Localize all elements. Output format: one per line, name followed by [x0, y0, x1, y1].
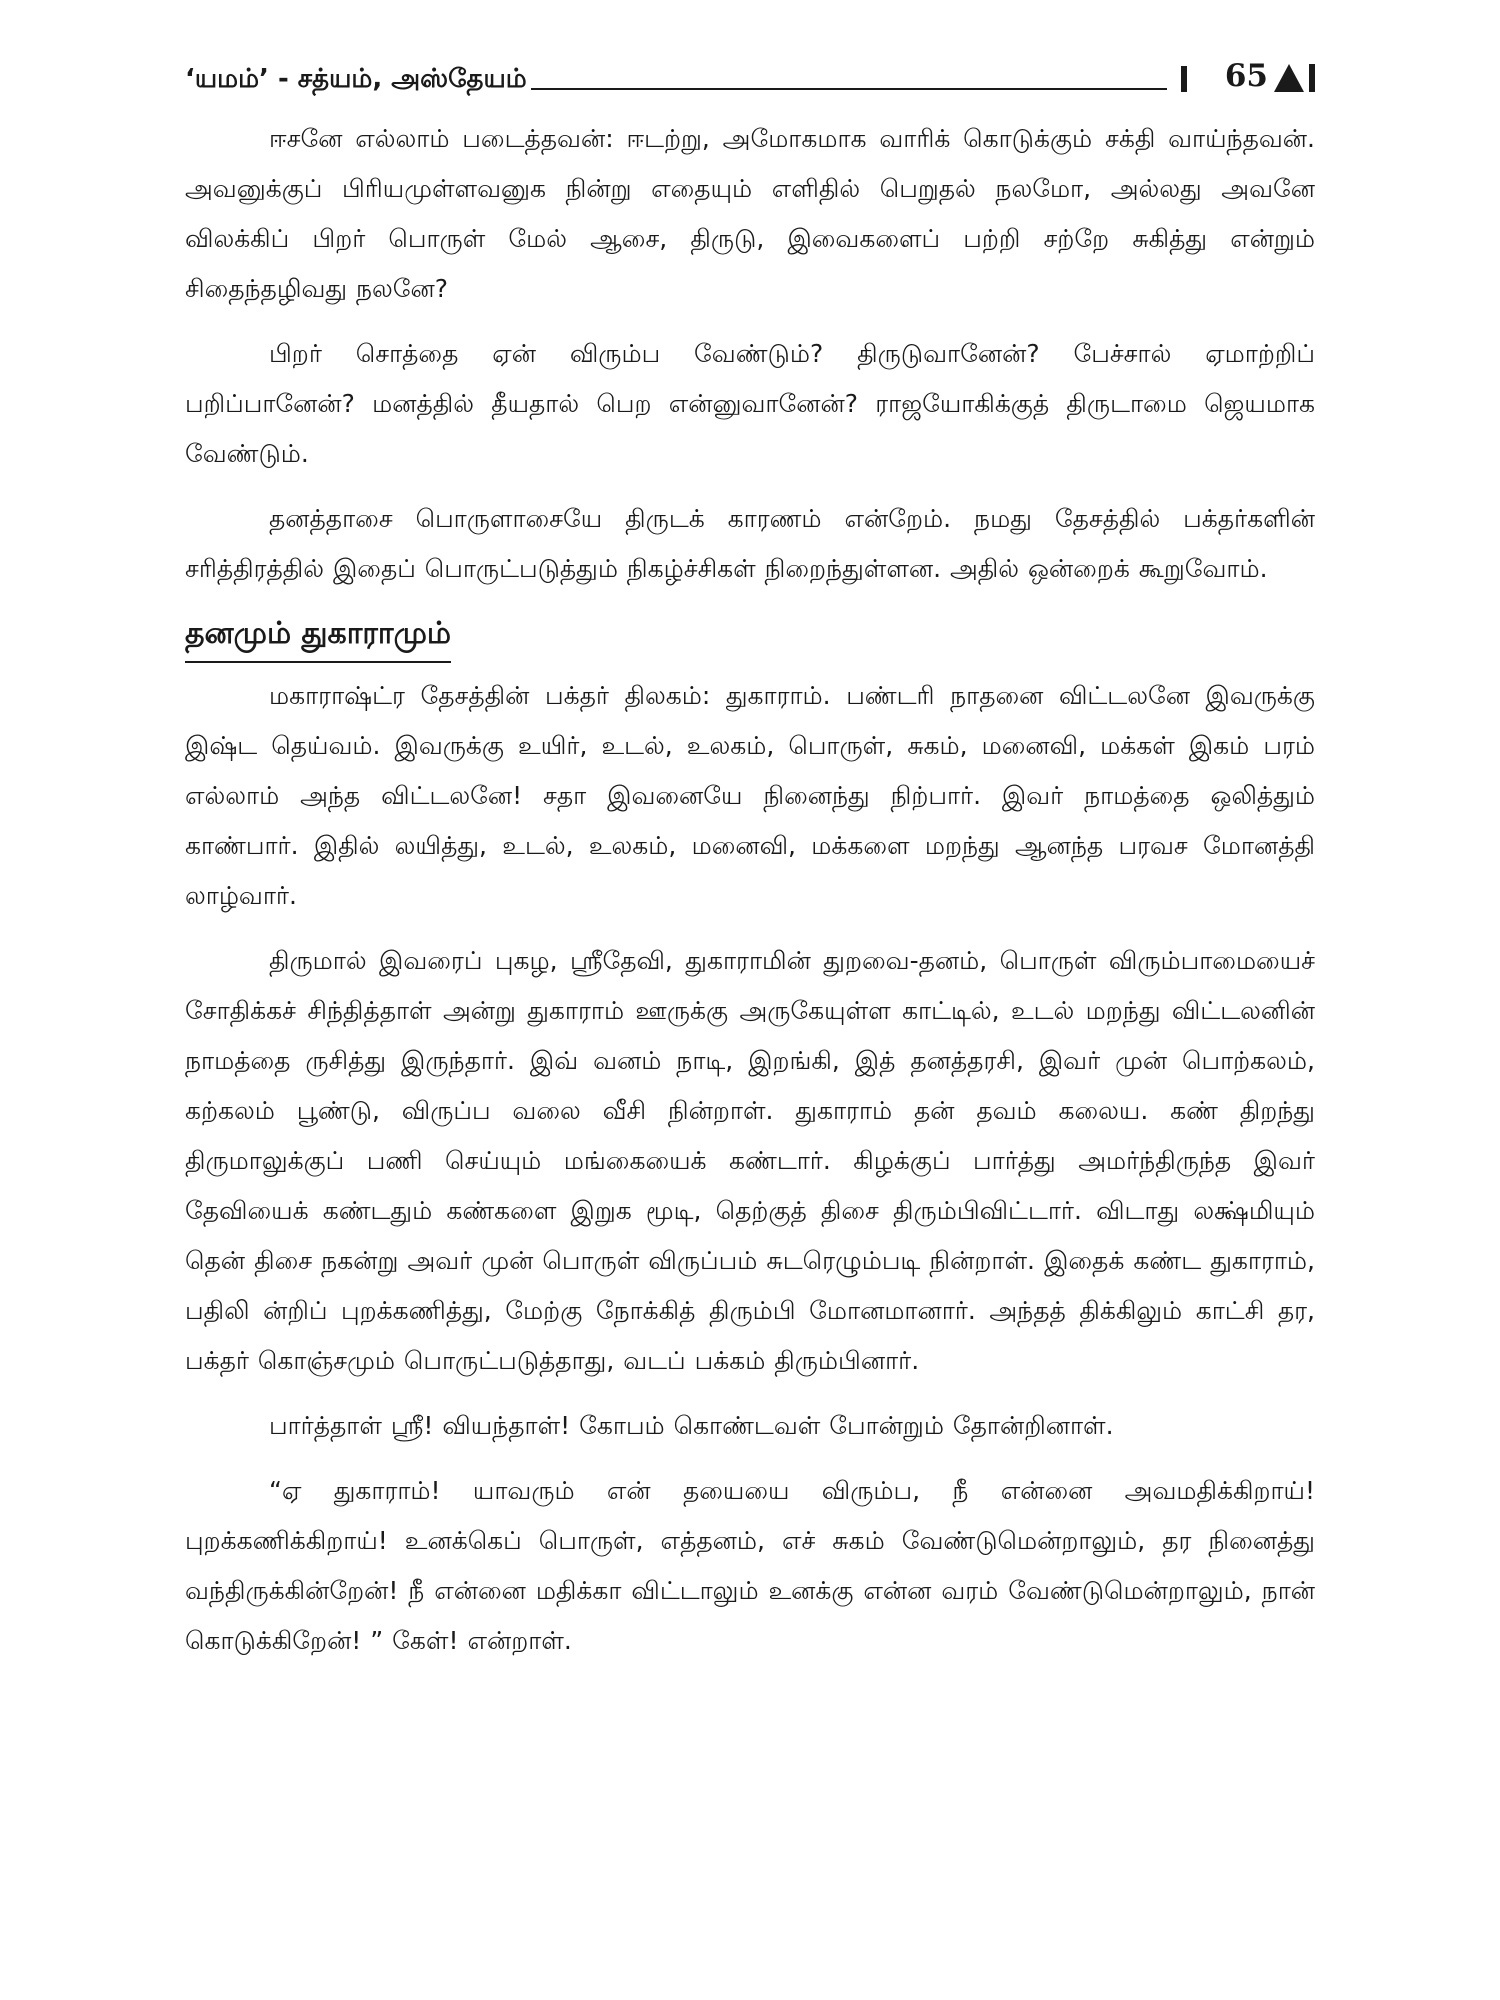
paragraph: பார்த்தாள் ஸ்ரீ! வியந்தாள்! கோபம் கொண்டவள் போன்றும் தோன்றினாள்.: [269, 1411, 1114, 1440]
paragraph: ஈசனே எல்லாம் படைத்தவன்: ஈடற்று, அமோகமாக வாரிக் கொடுக்கும் சக்தி வாய்ந்தவன். அவனுக்குப் பிரியமுள்ளவனுக நின்று எதையும் எளிதில் பெறுதல் நலமோ, அல்லது அவனே விலக்கிப் பிறர் பொருள் மேல் ஆசை, திருடு, இவைகளைப் பற்றி சற்றே சுகித்து என்றும் சிதைந்தழிவது நலனே?: [185, 124, 1315, 303]
header-bar-mark: [1181, 66, 1187, 92]
page-mark-icon: [1274, 64, 1315, 92]
paragraph: திருமால் இவரைப் புகழ, ஸ்ரீதேவி, துகாராமின் துறவை-தனம், பொருள் விரும்பாமையைச் சோதிக்கச் சிந்தித்தாள் அன்று துகாராம் ஊருக்கு அருகேயுள்ள காட்டில், உடல் மறந்து விட்டலனின் நாமத்தை ருசித்து இருந்தார். இவ் வனம் நாடி, இறங்கி, இத் தனத்தரசி, இவர் முன் பொற்கலம், கற்கலம் பூண்டு, விருப்ப வலை வீசி நின்றாள். துகாராம் தன் தவம் கலைய. கண் திறந்து திருமாலுக்குப் பணி செய்யும் மங்கையைக் கண்டார். கிழக்குப் பார்த்து அமர்ந்திருந்த இவர் தேவியைக் கண்டதும் கண்களை இறுக மூடி, தெற்குத் திசை திரும்பிவிட்டார். விடாது லக்ஷ்மியும் தென் திசை நகன்று அவர் முன் பொருள் விருப்பம் சுடரெழும்படி நின்றாள். இதைக் கண்ட துகாராம், பதிலி ன்றிப் புறக்கணித்து, மேற்கு நோக்கித் திரும்பி மோனமானார். அந்தத் திக்கிலும் காட்சி தர, பக்தர் கொஞ்சமும் பொருட்படுத்தாது, வடப் பக்கம் திரும்பினார்.: [185, 946, 1315, 1375]
bar-icon: [1309, 64, 1315, 92]
paragraph: மகாராஷ்ட்ர தேசத்தின் பக்தர் திலகம்: துகாராம். பண்டரி நாதனை விட்டலனே இவருக்கு இஷ்ட தெய்வம். இவருக்கு உயிர், உடல், உலகம், பொருள், சுகம், மனைவி, மக்கள் இகம் பரம் எல்லாம் அந்த விட்டலனே! சதா இவனையே நினைந்து நிற்பார். இவர் நாமத்தை ஒலித்தும் காண்பார். இதில் லயித்து, உடல், உலகம், மனைவி, மக்களை மறந்து ஆனந்த பரவச மோனத்தி லாழ்வார்.: [185, 681, 1315, 910]
running-header: [185, 46, 1315, 92]
header-rule: [531, 88, 1167, 90]
running-title: ‘யமம்’ - சத்யம், அஸ்தேயம்: [185, 64, 527, 94]
section-heading: தனமும் துகாராமும்: [185, 613, 451, 663]
paragraph: பிறர் சொத்தை ஏன் விரும்ப வேண்டும்? திருடுவானேன்? பேச்சால் ஏமாற்றிப் பறிப்பானேன்? மனத்தில் தீயதால் பெற என்னுவானேன்? ராஜயோகிக்குத் திருடாமை ஜெயமாக வேண்டும்.: [185, 339, 1315, 468]
triangle-icon: [1274, 64, 1304, 92]
page-number: 65: [1224, 58, 1268, 94]
paragraph: “ஏ துகாராம்! யாவரும் என் தயையை விரும்ப, நீ என்னை அவமதிக்கிறாய்! புறக்கணிக்கிறாய்! உனக்கெப் பொருள், எத்தனம், எச் சுகம் வேண்டுமென்றாலும், தர நினைத்து வந்திருக்கின்றேன்! நீ என்னை மதிக்கா விட்டாலும் உனக்கு என்ன வரம் வேண்டுமென்றாலும், நான் கொடுக்கிறேன்! ” கேள்! என்றாள்.: [185, 1476, 1315, 1655]
paragraph: தனத்தாசை பொருளாசையே திருடக் காரணம் என்றேம். நமது தேசத்தில் பக்தர்களின் சரித்திரத்தில் இதைப் பொருட்படுத்தும் நிகழ்ச்சிகள் நிறைந்துள்ளன. அதில் ஒன்றைக் கூறுவோம்.: [185, 504, 1315, 583]
book-page: [185, 46, 1315, 1681]
